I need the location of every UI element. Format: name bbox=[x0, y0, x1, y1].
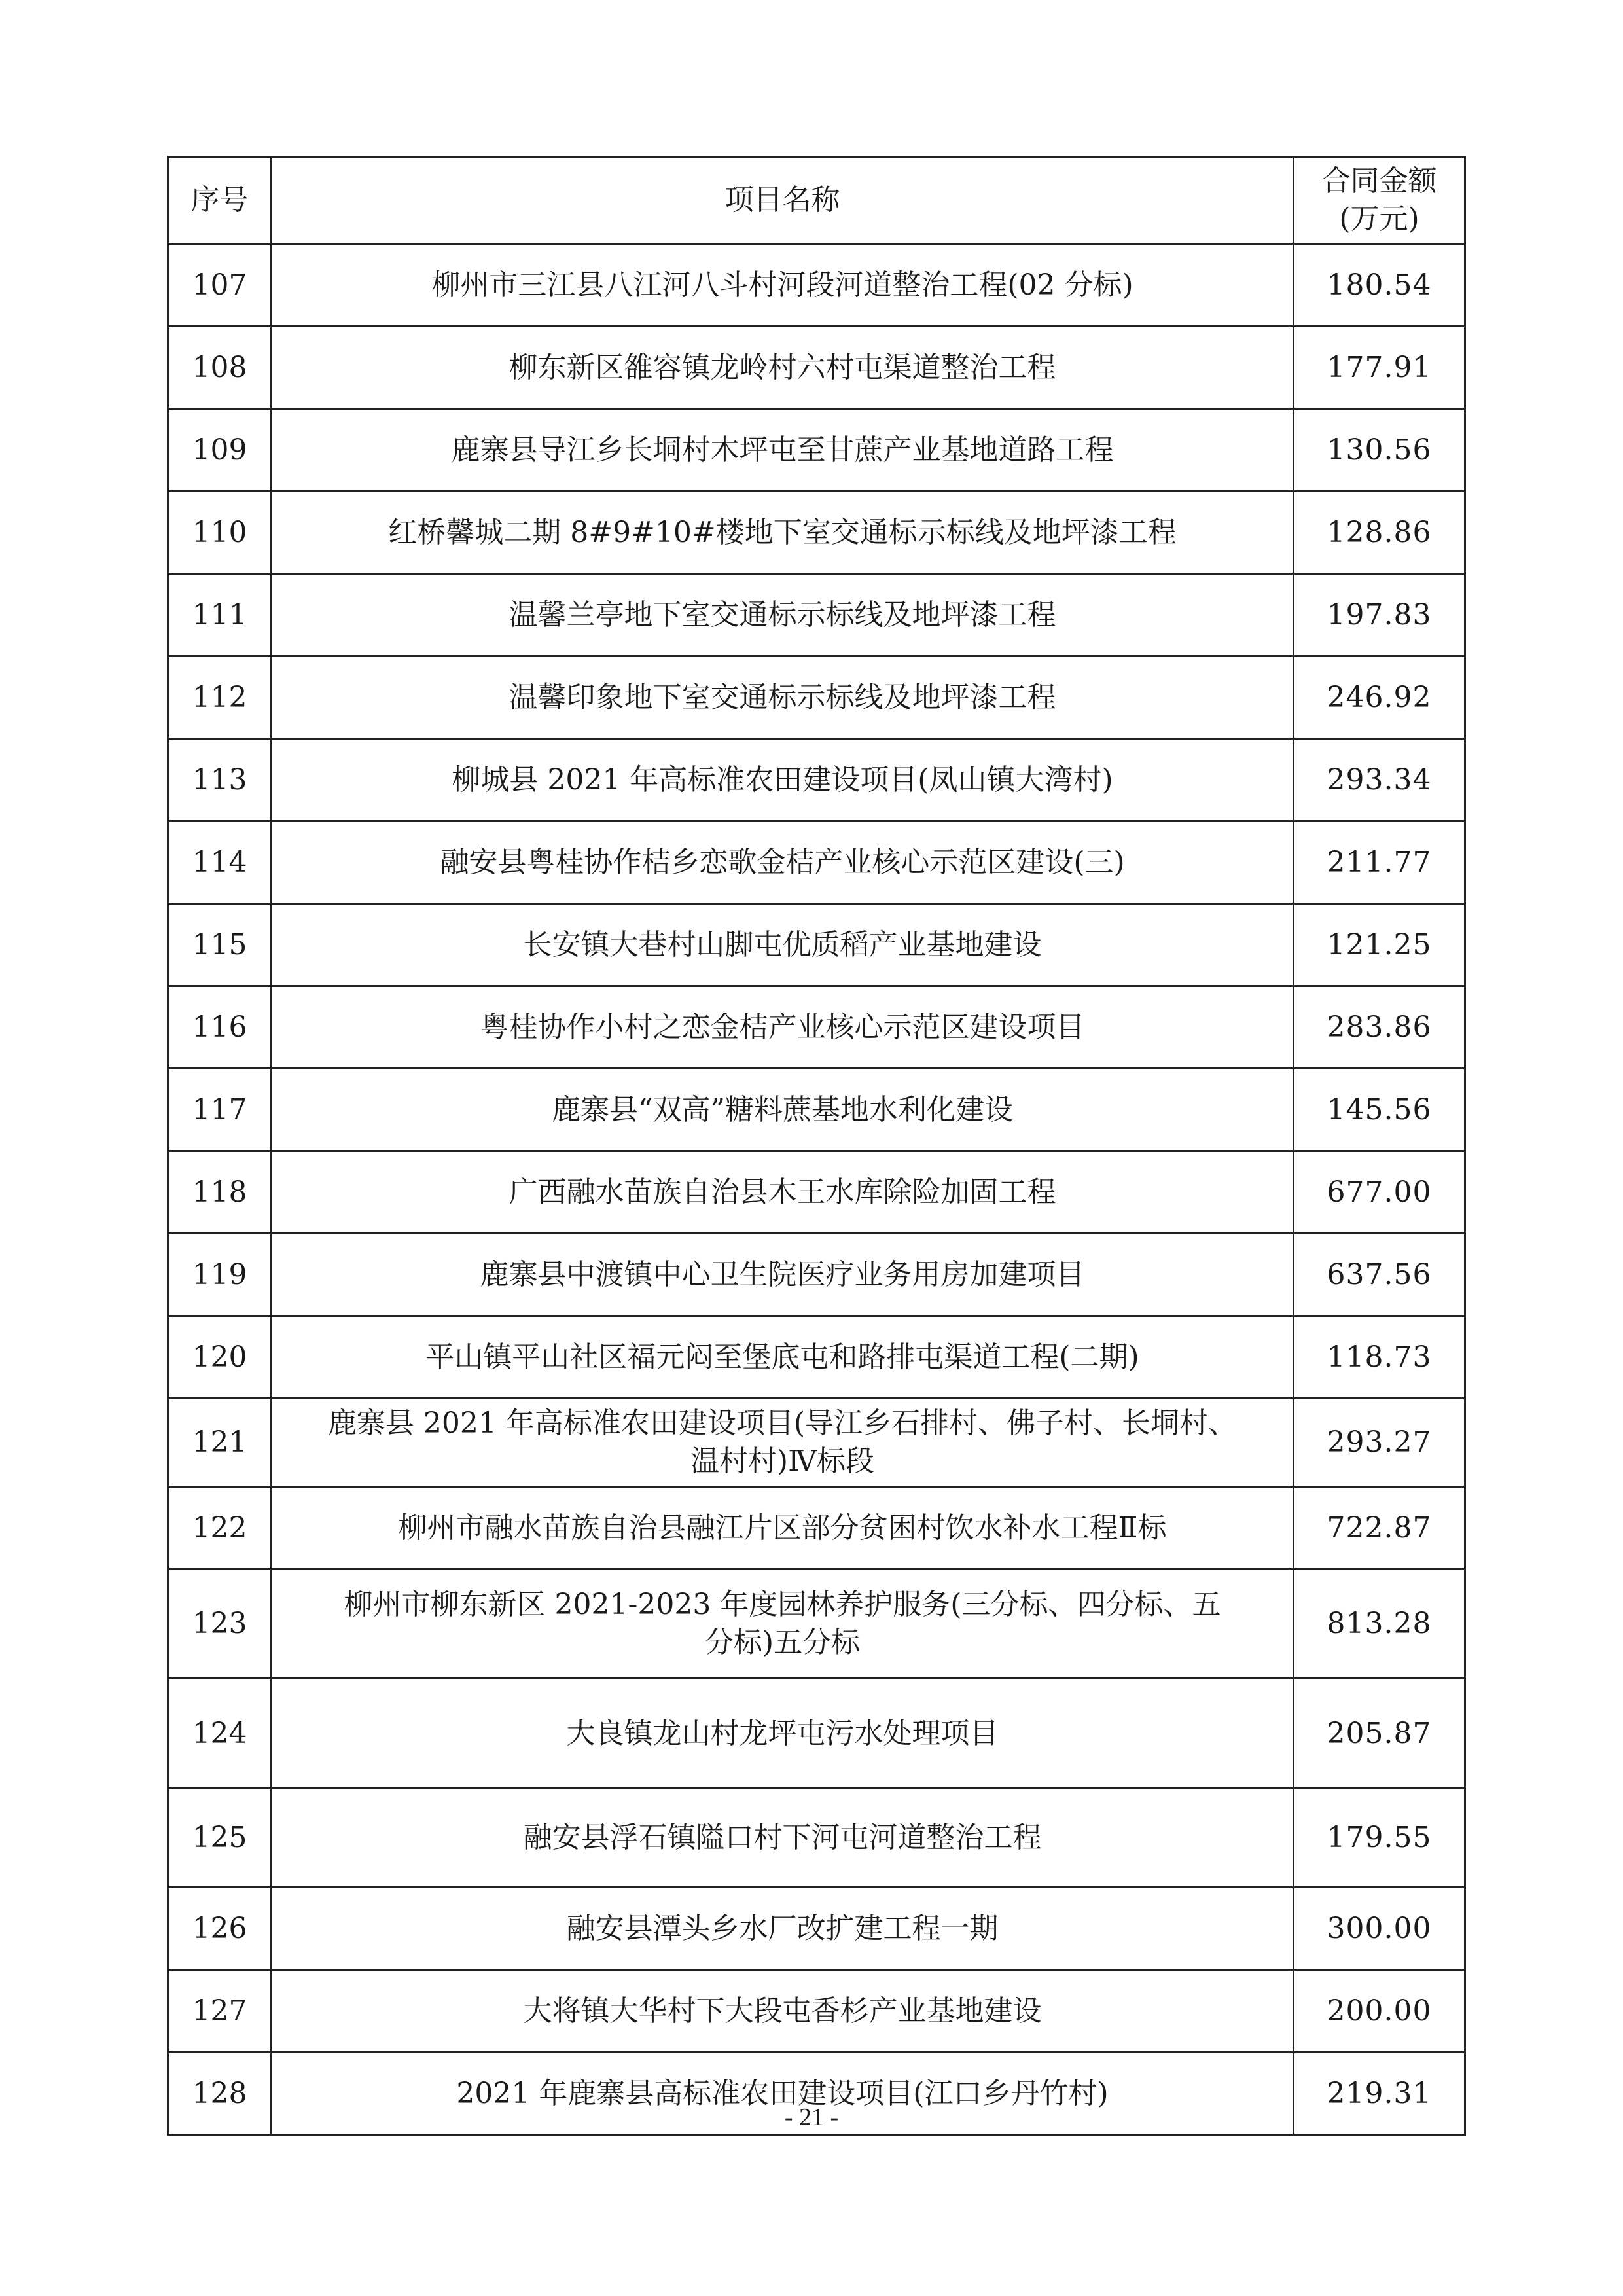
table-row bbox=[168, 1570, 1465, 1679]
header-name: 项目名称 bbox=[272, 157, 1294, 244]
row-name: 广西融水苗族自治县木王水库除险加固工程 bbox=[272, 1151, 1294, 1234]
row-amount: 179.55 bbox=[1294, 1789, 1465, 1888]
row-amount: 197.83 bbox=[1294, 574, 1465, 656]
row-amount: 121.25 bbox=[1294, 904, 1465, 986]
row-amount: 200.00 bbox=[1294, 1970, 1465, 2053]
row-no: 118 bbox=[168, 1151, 272, 1234]
page-number: - 21 - bbox=[784, 2104, 839, 2131]
table-row bbox=[168, 739, 1465, 821]
table-row bbox=[168, 821, 1465, 904]
row-name-line1: 柳州市柳东新区 2021-2023 年度园林养护服务(三分标、四分标、五 bbox=[344, 1588, 1221, 1621]
table-row bbox=[168, 1888, 1465, 1970]
row-no: 110 bbox=[168, 492, 272, 574]
row-no: 127 bbox=[168, 1970, 272, 2053]
row-name: 长安镇大巷村山脚屯优质稻产业基地建设 bbox=[272, 904, 1294, 986]
row-no: 123 bbox=[168, 1570, 272, 1679]
row-no: 109 bbox=[168, 409, 272, 492]
row-name: 大将镇大华村下大段屯香杉产业基地建设 bbox=[272, 1970, 1294, 2053]
table-row bbox=[168, 327, 1465, 409]
row-name: 2021 年鹿寨县高标准农田建设项目(江口乡丹竹村) bbox=[272, 2053, 1294, 2135]
row-no: 108 bbox=[168, 327, 272, 409]
row-name-line2: 分标)五分标 bbox=[704, 1626, 861, 1659]
row-amount: 118.73 bbox=[1294, 1316, 1465, 1399]
row-no: 121 bbox=[168, 1399, 272, 1487]
row-no: 124 bbox=[168, 1679, 272, 1789]
row-no: 117 bbox=[168, 1069, 272, 1151]
header-amount-line1: 合同金额 bbox=[1321, 164, 1437, 198]
row-name: 融安县潭头乡水厂改扩建工程一期 bbox=[272, 1888, 1294, 1970]
row-no: 119 bbox=[168, 1234, 272, 1316]
row-amount: 283.86 bbox=[1294, 986, 1465, 1069]
row-name: 鹿寨县中渡镇中心卫生院医疗业务用房加建项目 bbox=[272, 1234, 1294, 1316]
table-row bbox=[168, 409, 1465, 492]
row-no: 125 bbox=[168, 1789, 272, 1888]
row-name: 粤桂协作小村之恋金桔产业核心示范区建设项目 bbox=[272, 986, 1294, 1069]
table-row bbox=[168, 492, 1465, 574]
table-row bbox=[168, 1151, 1465, 1234]
row-name: 柳东新区雒容镇龙岭村六村屯渠道整治工程 bbox=[272, 327, 1294, 409]
row-amount: 637.56 bbox=[1294, 1234, 1465, 1316]
row-amount: 219.31 bbox=[1294, 2053, 1465, 2135]
table-row bbox=[168, 1970, 1465, 2053]
row-name bbox=[272, 1570, 1294, 1679]
row-no: 116 bbox=[168, 986, 272, 1069]
table-row bbox=[168, 244, 1465, 327]
table-row bbox=[168, 1399, 1465, 1487]
row-name: 柳城县 2021 年高标准农田建设项目(凤山镇大湾村) bbox=[272, 739, 1294, 821]
row-no: 111 bbox=[168, 574, 272, 656]
table-row bbox=[168, 1679, 1465, 1789]
header-no: 序号 bbox=[168, 157, 272, 244]
row-no: 115 bbox=[168, 904, 272, 986]
row-amount: 205.87 bbox=[1294, 1679, 1465, 1789]
table-header-row bbox=[168, 157, 1465, 244]
row-amount: 813.28 bbox=[1294, 1570, 1465, 1679]
row-no: 112 bbox=[168, 656, 272, 739]
table-row bbox=[168, 1487, 1465, 1570]
row-amount: 128.86 bbox=[1294, 492, 1465, 574]
row-name: 融安县粤桂协作桔乡恋歌金桔产业核心示范区建设(三) bbox=[272, 821, 1294, 904]
row-no: 128 bbox=[168, 2053, 272, 2135]
row-name: 温馨印象地下室交通标示标线及地坪漆工程 bbox=[272, 656, 1294, 739]
header-amount bbox=[1294, 157, 1465, 244]
row-name: 鹿寨县导江乡长垌村木坪屯至甘蔗产业基地道路工程 bbox=[272, 409, 1294, 492]
row-name: 温馨兰亭地下室交通标示标线及地坪漆工程 bbox=[272, 574, 1294, 656]
row-name: 鹿寨县“双高”糖料蔗基地水利化建设 bbox=[272, 1069, 1294, 1151]
row-name: 融安县浮石镇隘口村下河屯河道整治工程 bbox=[272, 1789, 1294, 1888]
row-name bbox=[272, 1399, 1294, 1487]
row-name-line2: 温村村)Ⅳ标段 bbox=[690, 1444, 875, 1478]
row-name: 柳州市融水苗族自治县融江片区部分贫困村饮水补水工程Ⅱ标 bbox=[272, 1487, 1294, 1570]
row-no: 120 bbox=[168, 1316, 272, 1399]
row-amount: 246.92 bbox=[1294, 656, 1465, 739]
row-name: 大良镇龙山村龙坪屯污水处理项目 bbox=[272, 1679, 1294, 1789]
row-no: 122 bbox=[168, 1487, 272, 1570]
table-row bbox=[168, 1789, 1465, 1888]
row-no: 114 bbox=[168, 821, 272, 904]
contract-table bbox=[167, 156, 1466, 2136]
table-row bbox=[168, 574, 1465, 656]
table-row bbox=[168, 1069, 1465, 1151]
row-amount: 177.91 bbox=[1294, 327, 1465, 409]
header-amount-line2: (万元) bbox=[1339, 202, 1419, 236]
row-no: 107 bbox=[168, 244, 272, 327]
row-amount: 293.34 bbox=[1294, 739, 1465, 821]
table-row bbox=[168, 1316, 1465, 1399]
row-amount: 677.00 bbox=[1294, 1151, 1465, 1234]
row-amount: 211.77 bbox=[1294, 821, 1465, 904]
row-amount: 293.27 bbox=[1294, 1399, 1465, 1487]
row-amount: 300.00 bbox=[1294, 1888, 1465, 1970]
table-row bbox=[168, 1234, 1465, 1316]
row-amount: 722.87 bbox=[1294, 1487, 1465, 1570]
row-amount: 130.56 bbox=[1294, 409, 1465, 492]
row-name: 红桥馨城二期 8#9#10#楼地下室交通标示标线及地坪漆工程 bbox=[272, 492, 1294, 574]
row-no: 113 bbox=[168, 739, 272, 821]
row-amount: 145.56 bbox=[1294, 1069, 1465, 1151]
row-no: 126 bbox=[168, 1888, 272, 1970]
table-row bbox=[168, 656, 1465, 739]
row-name-line1: 鹿寨县 2021 年高标准农田建设项目(导江乡石排村、佛子村、长垌村、 bbox=[327, 1407, 1238, 1440]
table-row bbox=[168, 986, 1465, 1069]
row-name: 平山镇平山社区福元闷至堡底屯和路排屯渠道工程(二期) bbox=[272, 1316, 1294, 1399]
table-row bbox=[168, 904, 1465, 986]
row-amount: 180.54 bbox=[1294, 244, 1465, 327]
row-name: 柳州市三江县八江河八斗村河段河道整治工程(02 分标) bbox=[272, 244, 1294, 327]
